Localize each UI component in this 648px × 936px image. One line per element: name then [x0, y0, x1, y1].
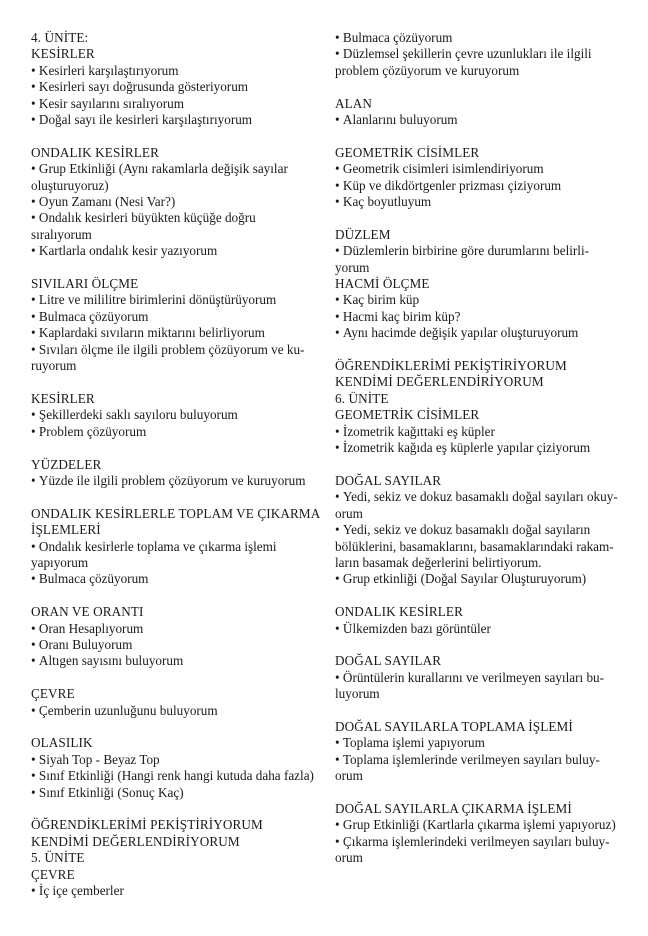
- list-item: [31, 210, 321, 243]
- section-heading: ONDALIK KESİRLER: [335, 604, 463, 620]
- list-item-text: • Bulmaca çözüyorum: [335, 30, 627, 46]
- list-item: [335, 670, 627, 703]
- list-item: [335, 735, 627, 751]
- section-heading: ONDALIK KESİRLERLE TOPLAM VE ÇIKARMA: [31, 505, 321, 521]
- section-cevre: [31, 686, 321, 719]
- section-sivilari-olcme: [31, 276, 321, 374]
- section-i-slemleri: [31, 506, 321, 588]
- list-item: [31, 342, 321, 375]
- list-item-text: • Oran Hesaplıyorum: [31, 621, 321, 637]
- section-yuzdeler: [31, 457, 321, 490]
- list-item-text: • Küp ve dikdörtgenler prizması çiziyorum: [335, 178, 627, 194]
- list-item: [335, 440, 627, 456]
- section-heading: ALAN: [335, 95, 373, 111]
- list-item: [31, 703, 321, 719]
- list-item: [335, 243, 627, 276]
- list-item-text: • Oranı Buluyorum: [31, 637, 321, 653]
- list-item-text: • Siyah Top - Beyaz Top: [31, 752, 321, 768]
- list-item-text: • Ondalık kesirleri büyükten küçüğe doğru: [31, 210, 321, 226]
- list-item-text: • Grup Etkinliği (Aynı rakamlarla değişik sayılar: [31, 161, 321, 177]
- list-item-text: • Kaç birim küp: [335, 292, 627, 308]
- list-item: [31, 243, 321, 259]
- list-item-text: • Litre ve mililitre birimlerini dönüştürüyorum: [31, 292, 321, 308]
- list-item: [31, 325, 321, 341]
- list-item: [31, 768, 321, 784]
- section-hacmi-olcme: [335, 276, 627, 342]
- list-item: [335, 834, 627, 867]
- list-item-text: • Kesirleri sayı doğrusunda gösteriyorum: [31, 79, 321, 95]
- list-item-continuation: yorum: [335, 259, 370, 275]
- section-heading: KENDİMİ DEĞERLENDİRİYORUM: [31, 833, 240, 849]
- list-item: [335, 817, 627, 833]
- section-ondalik-kesi-rler: [31, 145, 321, 260]
- list-item: [31, 539, 321, 572]
- section-heading: HACMİ ÖLÇME: [335, 276, 430, 292]
- list-item: [31, 621, 321, 637]
- list-item-text: • Düzlemlerin birbirine göre durumlarını belirli-: [335, 243, 627, 259]
- list-item-continuation: luyorum: [335, 686, 380, 702]
- list-item: [31, 63, 321, 79]
- list-item-continuation: bölüklerini, basamaklarını, basamaklarındaki rakam-: [335, 538, 614, 554]
- list-item-text: • Kaç boyutluyum: [335, 194, 627, 210]
- section-heading: SIVILARI ÖLÇME: [31, 276, 139, 292]
- list-item-text: • Çemberin uzunluğunu buluyorum: [31, 703, 321, 719]
- list-item: [31, 79, 321, 95]
- section-heading: DÜZLEM: [335, 226, 391, 242]
- list-item: [31, 752, 321, 768]
- list-item-text: • Şekillerdeki saklı sayıloru buluyorum: [31, 407, 321, 423]
- list-item: [335, 178, 627, 194]
- section-heading: GEOMETRİK CİSİMLER: [335, 144, 480, 160]
- section-heading: DOĞAL SAYILARLA ÇIKARMA İŞLEMİ: [335, 800, 572, 816]
- section-heading: DOĞAL SAYILAR: [335, 472, 442, 488]
- list-item: [335, 571, 627, 587]
- list-item-text: • İzometrik kağıda eş küplerle yapılar çiziyorum: [335, 440, 627, 456]
- section-heading: ÖĞRENDİKLERİMİ PEKİŞTİRİYORUM: [31, 817, 263, 833]
- section-heading: ÖĞRENDİKLERİMİ PEKİŞTİRİYORUM: [335, 358, 567, 374]
- list-item: [31, 637, 321, 653]
- list-item: [335, 309, 627, 325]
- list-item: [31, 194, 321, 210]
- list-item-text: • Kaplardaki sıvıların miktarını belirliyorum: [31, 325, 321, 341]
- list-item-text: • Sınıf Etkinliği (Hangi renk hangi kutuda daha fazla): [31, 768, 321, 784]
- list-item: [31, 407, 321, 423]
- section-heading: KESİRLER: [31, 46, 95, 62]
- list-item: [335, 489, 627, 522]
- list-item: [31, 785, 321, 801]
- section-oran-ve-oranti: [31, 604, 321, 670]
- section-alan: [335, 96, 627, 129]
- list-item-text: • Grup Etkinliği (Kartlarla çıkarma işlemi yapıyoruz): [335, 817, 627, 833]
- section-continued: [335, 30, 627, 79]
- list-item-text: • Altıgen sayısını buluyorum: [31, 653, 321, 669]
- list-item-text: • İç içe çemberler: [31, 883, 321, 899]
- list-item: [31, 309, 321, 325]
- list-item: [335, 752, 627, 785]
- list-item-text: • Hacmi kaç birim küp?: [335, 309, 627, 325]
- list-item-text: • Ülkemizden bazı görüntüler: [335, 621, 627, 637]
- section-cevre: [31, 817, 321, 899]
- section-dogal-sayilarla-cikarma-i-slemi: [335, 801, 627, 867]
- section-heading: YÜZDELER: [31, 456, 102, 472]
- section-kesi-rler: [31, 30, 321, 128]
- list-item-text: • Kesirleri karşılaştırıyorum: [31, 63, 321, 79]
- list-item-text: • Toplama işlemi yapıyorum: [335, 735, 627, 751]
- list-item-text: • Bulmaca çözüyorum: [31, 309, 321, 325]
- section-heading: ONDALIK KESİRLER: [31, 144, 159, 160]
- section-heading: DOĞAL SAYILAR: [335, 653, 442, 669]
- section-heading: 5. ÜNİTE: [31, 850, 85, 866]
- section-heading: ÇEVRE: [31, 686, 75, 702]
- list-item: [31, 653, 321, 669]
- section-geometri-k-ci-si-mler: [335, 145, 627, 211]
- section-kesi-rler: [31, 391, 321, 440]
- list-item-text: • Aynı hacimde değişik yapılar oluşturuyorum: [335, 325, 627, 341]
- list-item: [335, 161, 627, 177]
- list-item: [335, 30, 627, 46]
- section-dogal-sayilar: [335, 653, 627, 702]
- list-item: [335, 424, 627, 440]
- list-item-text: • Sınıf Etkinliği (Sonuç Kaç): [31, 785, 321, 801]
- section-heading: KESİRLER: [31, 390, 95, 406]
- list-item: [31, 292, 321, 308]
- list-item: [31, 424, 321, 440]
- list-item-text: • Alanlarını buluyorum: [335, 112, 627, 128]
- section-heading: ORAN VE ORANTI: [31, 604, 144, 620]
- list-item-continuation: orum: [335, 768, 363, 784]
- list-item-text: • Doğal sayı ile kesirleri karşılaştırıyorum: [31, 112, 321, 128]
- list-item: [335, 194, 627, 210]
- list-item-continuation: yapıyorum: [31, 554, 89, 570]
- list-item-text: • Grup etkinliği (Doğal Sayılar Oluşturuyorum): [335, 571, 627, 587]
- list-item-text: • Bulmaca çözüyorum: [31, 571, 321, 587]
- section-heading: İŞLEMLERİ: [31, 522, 101, 538]
- section-ondalik-kesi-rler: [335, 604, 627, 637]
- list-item: [31, 473, 321, 489]
- list-item-continuation: ların basamak değerlerini belirtiyorum.: [335, 554, 542, 570]
- list-item: [335, 621, 627, 637]
- list-item-text: • Düzlemsel şekillerin çevre uzunlukları ile ilgili: [335, 46, 627, 62]
- list-item: [335, 292, 627, 308]
- list-item-text: • Çıkarma işlemlerindeki verilmeyen sayıları buluy-: [335, 834, 627, 850]
- list-item: [31, 112, 321, 128]
- list-item-text: • Yedi, sekiz ve dokuz basamaklı doğal sayıları okuy-: [335, 489, 627, 505]
- list-item-text: • Oyun Zamanı (Nesi Var?): [31, 194, 321, 210]
- list-item-text: • Yedi, sekiz ve dokuz basamaklı doğal sayıların: [335, 522, 627, 538]
- list-item: [335, 112, 627, 128]
- list-item-text: • Toplama işlemlerinde verilmeyen sayıları buluy-: [335, 752, 627, 768]
- list-item-text: • İzometrik kağıttaki eş küpler: [335, 424, 627, 440]
- left-column: [31, 30, 321, 916]
- section-dogal-sayilarla-toplama-i-slemi: [335, 719, 627, 785]
- list-item: [31, 96, 321, 112]
- section-heading: KENDİMİ DEĞERLENDİRİYORUM: [335, 374, 544, 390]
- list-item-text: • Yüzde ile ilgili problem çözüyorum ve kuruyorum: [31, 473, 321, 489]
- list-item: [31, 571, 321, 587]
- list-item: [335, 522, 627, 571]
- list-item-continuation: problem çözüyorum ve kuruyorum: [335, 62, 520, 78]
- section-heading: ÇEVRE: [31, 866, 75, 882]
- list-item: [31, 161, 321, 194]
- list-item: [335, 46, 627, 79]
- section-heading: 4. ÜNİTE:: [31, 30, 89, 45]
- section-heading: OLASILIK: [31, 735, 93, 751]
- list-item-continuation: orum: [335, 505, 363, 521]
- list-item-text: • Sıvıları ölçme ile ilgili problem çözüyorum ve ku-: [31, 342, 321, 358]
- section-geometri-k-ci-si-mler: [335, 358, 627, 456]
- section-dogal-sayilar: [335, 473, 627, 588]
- section-heading: GEOMETRİK CİSİMLER: [335, 407, 480, 423]
- list-item-continuation: orum: [335, 850, 363, 866]
- list-item-continuation: sıralıyorum: [31, 226, 92, 242]
- list-item-text: • Kesir sayılarını sıralıyorum: [31, 96, 321, 112]
- list-item-text: • Ondalık kesirlerle toplama ve çıkarma işlemi: [31, 539, 321, 555]
- list-item-text: • Kartlarla ondalık kesir yazıyorum: [31, 243, 321, 259]
- list-item: [335, 325, 627, 341]
- list-item: [31, 883, 321, 899]
- section-olasilik: [31, 735, 321, 801]
- list-item-continuation: oluşturuyoruz): [31, 177, 109, 193]
- list-item-text: • Örüntülerin kurallarını ve verilmeyen sayıları bu-: [335, 670, 627, 686]
- right-column: [335, 30, 627, 883]
- list-item-text: • Geometrik cisimleri isimlendiriyorum: [335, 161, 627, 177]
- section-heading: DOĞAL SAYILARLA TOPLAMA İŞLEMİ: [335, 718, 573, 734]
- section-duzlem: [335, 227, 627, 276]
- list-item-continuation: ruyorum: [31, 358, 77, 374]
- section-heading: 6. ÜNİTE: [335, 390, 389, 406]
- list-item-text: • Problem çözüyorum: [31, 424, 321, 440]
